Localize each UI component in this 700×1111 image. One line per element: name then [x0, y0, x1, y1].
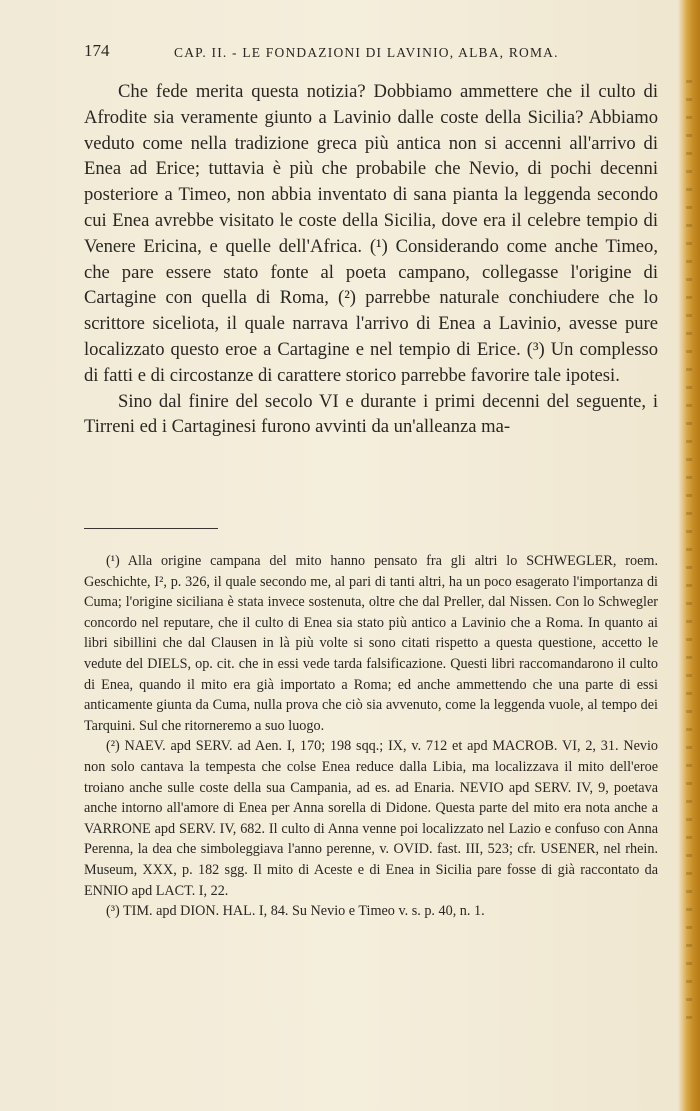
- page-number: 174: [84, 41, 110, 60]
- footnote-2: (²) NAEV. apd SERV. ad Aen. I, 170; 198 sqq.; IX, v. 712 et apd MACROB. VI, 2, 31. Nevio non solo cantava la tempesta che colse Enea reduce dalla Libia, ma localizzava il mito dell'eroe troiano anche sulle coste della sua Campania, ad es. ad Enaria. NEVIO apd SERV. IV, 9, poetava anche intorno all'amore di Enea per Anna sorella di Didone. Questa parte del mito era nota anche a VARRONE apd SERV. IV, 682. Il culto di Anna venne poi localizzato nel Lazio e confuso con Anna Perenna, la dea che simboleggiava l'anno perenne, v. OVID. fast. III, 523; cfr. USENER, nel rhein. Museum, XXX, p. 182 sgg. Il mito di Aceste e di Enea in Sicilia pare fosse di già raccontato da ENNIO apd LACT. I, 22.: [84, 738, 658, 899]
- footnote-separator: [84, 528, 218, 529]
- footnotes: [84, 551, 658, 922]
- main-text: [84, 79, 658, 440]
- footnote-3: (³) TIM. apd DION. HAL. I, 84. Su Nevio e Timeo v. s. p. 40, n. 1.: [106, 903, 485, 920]
- running-title: CAP. II. - LE FONDAZIONI DI LAVINIO, ALBA, ROMA.: [174, 45, 559, 60]
- paragraph: Sino dal finire del secolo VI e durante i primi decenni del seguente, i Tirreni ed i Cartaginesi furono avvinti da un'alleanza ma-: [84, 390, 658, 438]
- paragraph: Che fede merita questa notizia? Dobbiamo ammettere che il culto di Afrodite sia veramente giunto a Lavinio dalle coste della Sicilia? Abbiamo veduto come nella tradizione greca più antica non si accenni all'arrivo di Enea ad Erice; tuttavia è più che probabile che Nevio, di pochi decenni posteriore a Timeo, non abbia inventato di sana pianta la leggenda secondo cui Enea avrebbe visitato le coste della Sicilia, dove era il celebre tempio di Venere Ericina, e quelle dell'Africa. (¹) Considerando come anche Timeo, che pare essere stato fonte al poeta campano, collegasse l'origine di Cartagine con quella di Roma, (²) parrebbe naturale conchiudere che lo scrittore siceliota, il quale narrava l'arrivo di Enea a Lavinio, avesse pure localizzato questo eroe a Cartagine e nel tempio di Erice. (³) Un complesso di fatti e di circostanze di carattere storico parrebbe favorire tale ipotesi.: [84, 81, 658, 386]
- running-header: [84, 43, 658, 67]
- page-edge-texture: [686, 80, 692, 1030]
- footnote-1: (¹) Alla origine campana del mito hanno pensato fra gli altri lo SCHWEGLER, roem. Geschichte, I², p. 326, il quale secondo me, al pari di tanti altri, ha un poco esagerato l'importanza di Cuma; l'origine siciliana è stata invece sostenuta, oltre che dal Preller, dal Nissen. Con lo Schwegler concordo nel reputare, che il culto di Enea sia stato più antico a Lavinio che a Roma. In quanto ai libri sibillini che dal Clausen in là più volte si sono citati rispetto a questa questione, accetto le vedute del DIELS, op. cit. che in essi vede tarda falsificazione. Questi libri raccomandarono il culto di Enea, quando il mito era già importato a Roma; ed anche ammettendo che una parte di essi anticamente giunta da Cuma, nulla prova che ciò sia avvenuto, come la leggenda vuole, al tempo dei Tarquini. Sul che ritorneremo a suo luogo.: [84, 553, 658, 734]
